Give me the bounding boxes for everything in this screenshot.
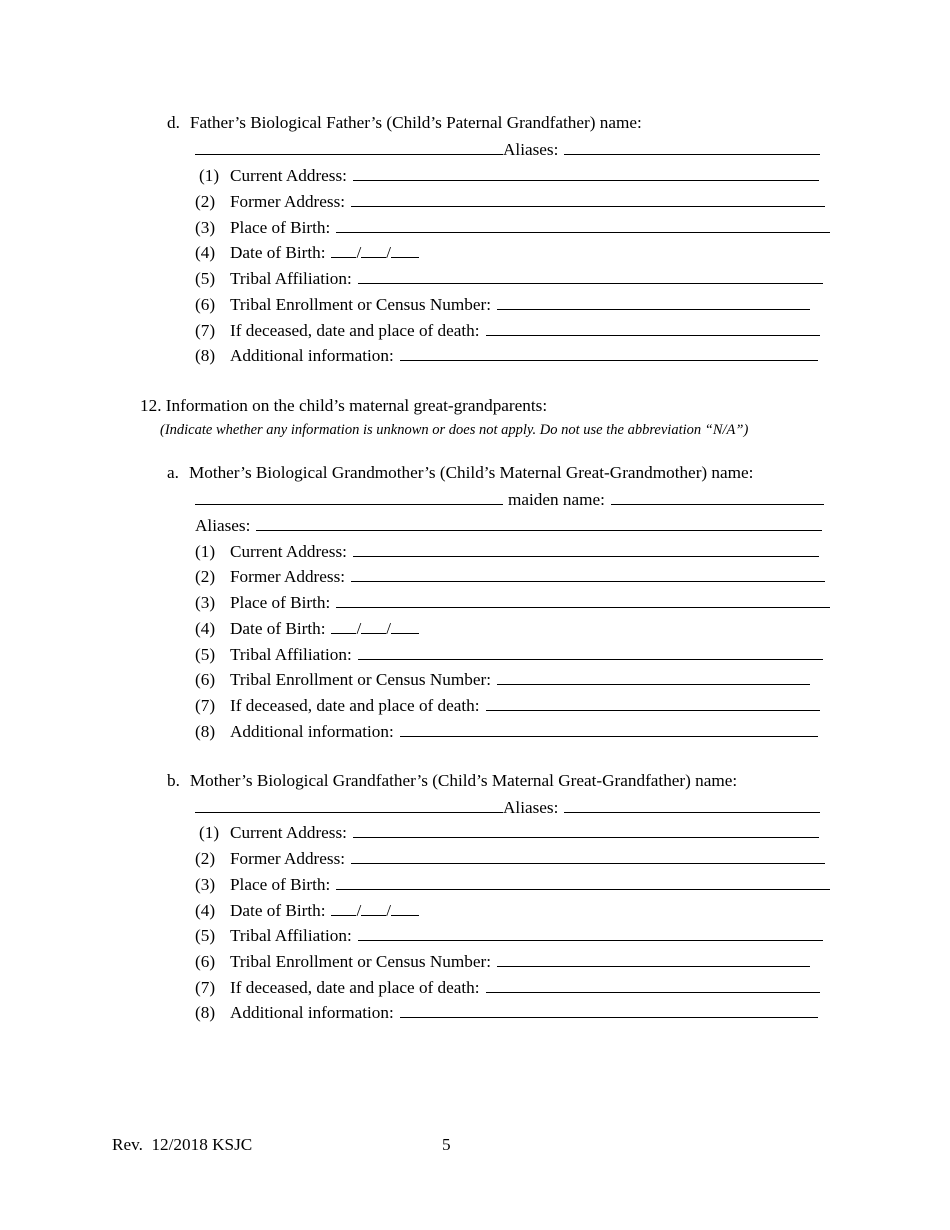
list-item: (4) Date of Birth: / / [195, 242, 419, 263]
tribal-affiliation-field[interactable] [358, 644, 823, 660]
current-address-field[interactable] [353, 822, 819, 838]
tribal-affiliation-field[interactable] [358, 925, 823, 941]
former-address-field[interactable] [351, 191, 825, 207]
revision-label: Rev. 12/2018 KSJC [112, 1135, 253, 1154]
list-item: (7) If deceased, date and place of death: [195, 320, 820, 341]
list-item: (8) Additional information: [195, 345, 818, 366]
aliases-label: Aliases: [503, 140, 559, 159]
list-item: (1) Current Address: [195, 541, 819, 562]
death-details-field[interactable] [486, 977, 820, 993]
list-item: (3) Place of Birth: [195, 874, 830, 895]
list-item: (6) Tribal Enrollment or Census Number: [195, 951, 810, 972]
maiden-name-field[interactable] [611, 489, 824, 505]
current-address-field[interactable] [353, 165, 819, 181]
current-address-field[interactable] [353, 541, 819, 557]
list-item: (7) If deceased, date and place of death: [195, 695, 820, 716]
list-item: (4) Date of Birth: / / [195, 618, 419, 639]
dob-day-field[interactable] [361, 900, 386, 916]
dob-day-field[interactable] [361, 242, 386, 258]
section-marker: b. [167, 771, 180, 790]
list-item: (1) Current Address: [199, 822, 819, 843]
dob-year-field[interactable] [391, 242, 419, 258]
list-item: (3) Place of Birth: [195, 217, 830, 238]
list-item: (2) Former Address: [195, 191, 825, 212]
place-of-birth-field[interactable] [336, 217, 830, 233]
aliases-field[interactable] [564, 139, 820, 155]
former-address-field[interactable] [351, 848, 825, 864]
additional-info-field[interactable] [400, 1002, 818, 1018]
list-item: (2) Former Address: [195, 566, 825, 587]
name-field[interactable] [195, 489, 503, 505]
page-number: 5 [442, 1135, 451, 1154]
list-item: (3) Place of Birth: [195, 592, 830, 613]
dob-year-field[interactable] [391, 618, 419, 634]
enrollment-number-field[interactable] [497, 669, 810, 685]
section-b-name-row [195, 797, 820, 818]
place-of-birth-field[interactable] [336, 592, 830, 608]
name-field[interactable] [195, 797, 503, 813]
section-b-heading: b. Mother’s Biological Grandfather’s (Child’s Maternal Great-Grandfather) name: [167, 771, 738, 790]
death-details-field[interactable] [486, 695, 820, 711]
list-item: (5) Tribal Affiliation: [195, 268, 823, 289]
dob-month-field[interactable] [331, 900, 356, 916]
section-12-instruction: (Indicate whether any information is unknown or does not apply. Do not use the abbreviation “N/A”) [160, 422, 749, 438]
section-d-heading: d. Father’s Biological Father’s (Child’s Paternal Grandfather) name: [167, 113, 642, 132]
list-item: (5) Tribal Affiliation: [195, 925, 823, 946]
dob-day-field[interactable] [361, 618, 386, 634]
dob-month-field[interactable] [331, 618, 356, 634]
place-of-birth-field[interactable] [336, 874, 830, 890]
aliases-label: Aliases: [503, 798, 559, 817]
dob-month-field[interactable] [331, 242, 356, 258]
name-field[interactable] [195, 139, 503, 155]
list-item: (8) Additional information: [195, 721, 818, 742]
list-item: (1) Current Address: [199, 165, 819, 186]
maiden-name-label: maiden name: [508, 490, 605, 509]
section-a-name-row [195, 489, 824, 510]
section-marker: a. [167, 463, 179, 482]
list-item: (7) If deceased, date and place of death: [195, 977, 820, 998]
list-item: (6) Tribal Enrollment or Census Number: [195, 294, 810, 315]
list-item: (2) Former Address: [195, 848, 825, 869]
list-item: (4) Date of Birth: / / [195, 900, 419, 921]
list-item: (5) Tribal Affiliation: [195, 644, 823, 665]
additional-info-field[interactable] [400, 345, 818, 361]
section-a-aliases-row [195, 515, 822, 536]
aliases-field[interactable] [564, 797, 820, 813]
death-details-field[interactable] [486, 320, 820, 336]
aliases-label: Aliases: [195, 516, 251, 535]
section-marker: d. [167, 113, 180, 132]
section-d-name-row [195, 139, 820, 160]
aliases-field[interactable] [256, 515, 822, 531]
section-a-heading: a. Mother’s Biological Grandmother’s (Child’s Maternal Great-Grandmother) name: [167, 463, 754, 482]
section-12-heading: 12. Information on the child’s maternal great-grandparents: [140, 396, 548, 415]
former-address-field[interactable] [351, 566, 825, 582]
additional-info-field[interactable] [400, 721, 818, 737]
dob-year-field[interactable] [391, 900, 419, 916]
tribal-affiliation-field[interactable] [358, 268, 823, 284]
list-item: (8) Additional information: [195, 1002, 818, 1023]
enrollment-number-field[interactable] [497, 951, 810, 967]
enrollment-number-field[interactable] [497, 294, 810, 310]
list-item: (6) Tribal Enrollment or Census Number: [195, 669, 810, 690]
